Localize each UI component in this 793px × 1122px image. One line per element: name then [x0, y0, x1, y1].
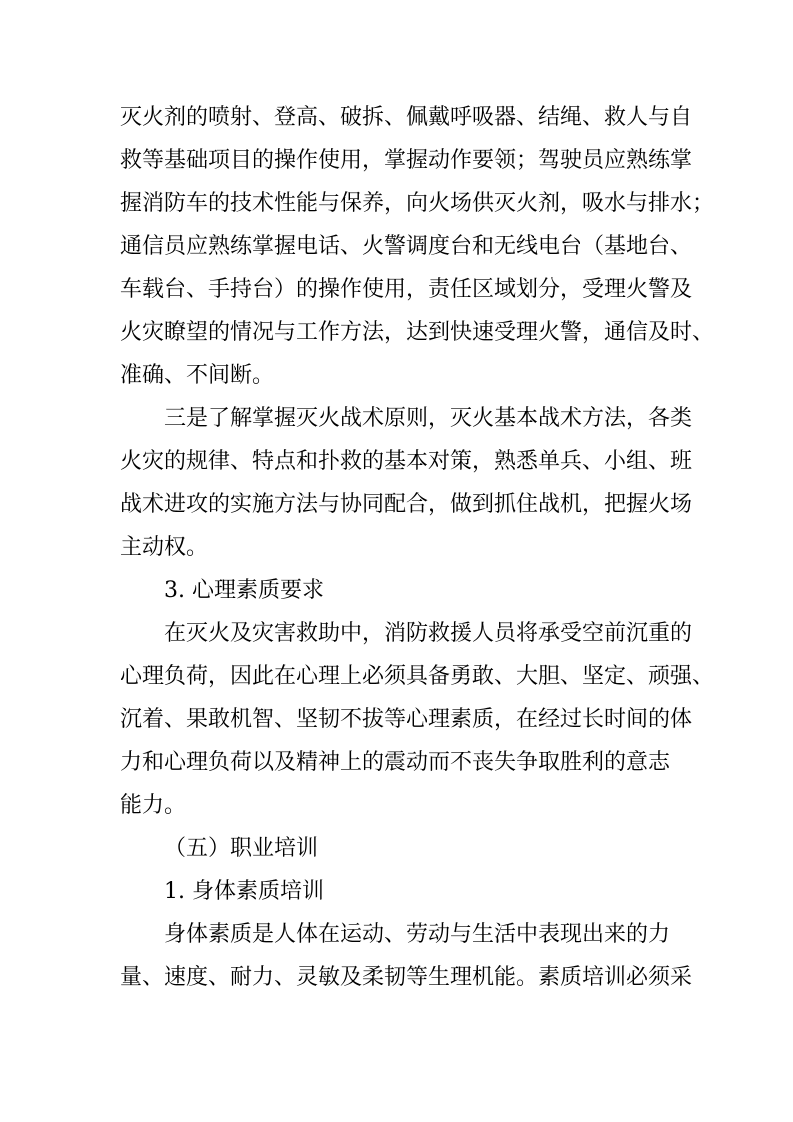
body-text-line: 救等基础项目的操作使用，掌握动作要领；驾驶员应熟练掌 [120, 148, 693, 173]
body-text-line: 战术进攻的实施方法与协同配合，做到抓住战机，把握火场 [120, 492, 693, 517]
body-text-line: 灭火剂的喷射、登高、破拆、佩戴呼吸器、结绳、救人与自 [120, 105, 693, 130]
body-text-line: 三是了解掌握灭火战术原则，灭火基本战术方法，各类 [164, 406, 693, 431]
body-text-line: 车载台、手持台）的操作使用，责任区域划分，受理火警及 [120, 277, 693, 302]
body-text-line: 能力。 [120, 793, 187, 818]
body-text-line: 沉着、果敢机智、坚韧不拔等心理素质，在经过长时间的体 [120, 707, 693, 732]
body-text-line: 火灾的规律、特点和扑救的基本对策，熟悉单兵、小组、班 [120, 449, 693, 474]
section-heading-psychological: 3. 心理素质要求 [164, 578, 324, 603]
body-text-line: 火灾瞭望的情况与工作方法，达到快速受理火警，通信及时、 [120, 320, 715, 345]
body-text-line: 在灭火及灾害救助中，消防救援人员将承受空前沉重的 [164, 621, 693, 646]
body-text-line: 主动权。 [120, 535, 209, 560]
body-text-line: 通信员应熟练掌握电话、火警调度台和无线电台（基地台、 [120, 234, 693, 259]
body-text-line: 准确、不间断。 [120, 363, 275, 388]
body-text-line: 量、速度、耐力、灵敏及柔韧等生理机能。素质培训必须采 [120, 965, 693, 990]
body-text-line: 心理负荷，因此在心理上必须具备勇敢、大胆、坚定、顽强、 [120, 664, 715, 689]
section-heading-physical-training: 1. 身体素质培训 [164, 879, 324, 904]
body-text-line: 身体素质是人体在运动、劳动与生活中表现出来的力 [164, 922, 671, 947]
body-text-line: 力和心理负荷以及精神上的震动而不丧失争取胜利的意志 [120, 750, 671, 775]
section-heading-vocational-training: （五）职业培训 [164, 836, 319, 861]
body-text-line: 握消防车的技术性能与保养，向火场供灭火剂，吸水与排水； [120, 191, 715, 216]
